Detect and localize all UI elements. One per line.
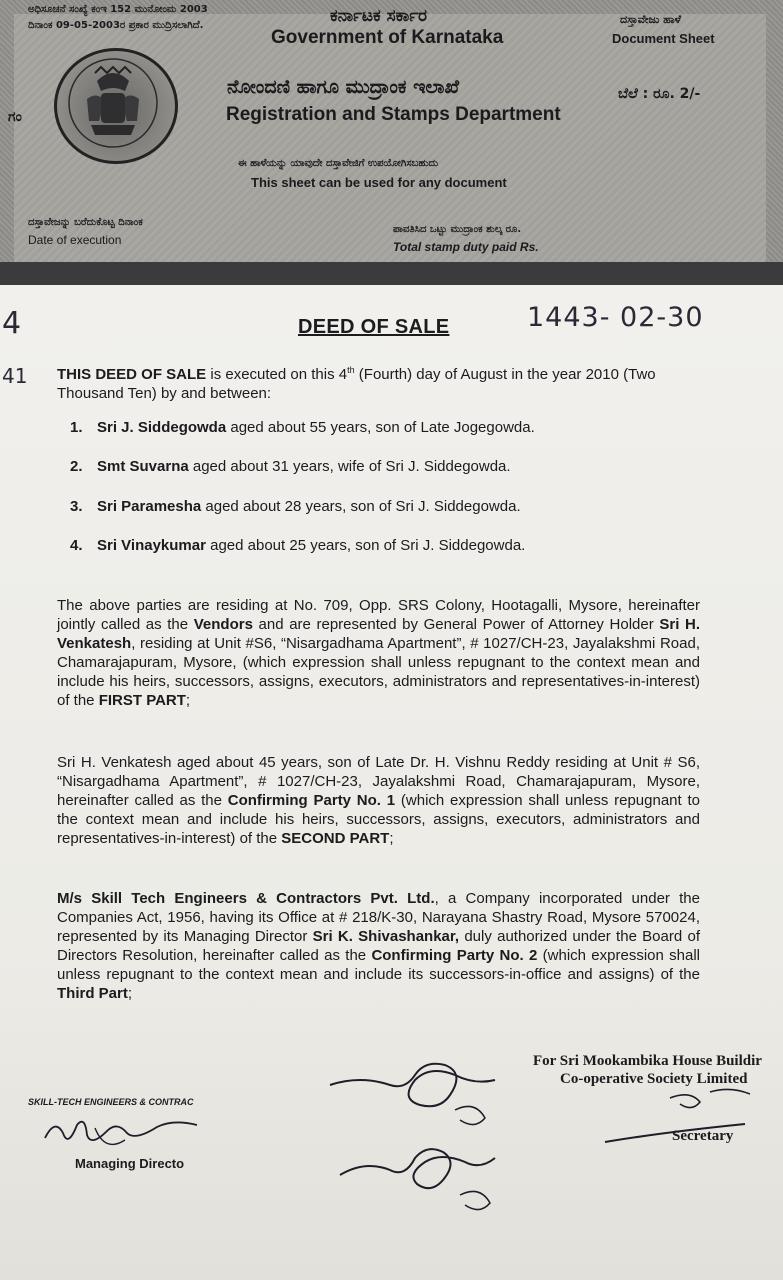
p1-text-a: The above parties are residing at No. 709, Opp. SRS Colony, Hootagalli, Mysore, hereinafter jointly called as the bbox=[57, 597, 700, 633]
party-name: Smt Suvarna bbox=[97, 458, 189, 475]
p3-text-b: duly authorized under the Board of Directors Resolution, hereinafter called as the bbox=[57, 928, 700, 964]
party-name: Sri J. Siddegowda bbox=[97, 419, 227, 436]
paragraph-first-part bbox=[57, 596, 700, 710]
p1-text-c: , residing at Unit #S6, “Nisargadhama Apartment”, # 1027/CH-23, Jayalakshmi Road, Chamarajapuram, Mysore, (which expression shall unless repugnant to the context mean and include his heirs, successors, assigns, executors, administrators and representatives-in-interest) of the bbox=[57, 635, 700, 709]
date-exec-kannada: ದಸ್ತಾವೇಜನ್ನು ಬರೆದುಕೊಟ್ಟ ದಿನಾಂಕ bbox=[28, 217, 143, 228]
list-item bbox=[70, 419, 535, 436]
margin-mark-bottom: 41 bbox=[2, 364, 28, 388]
stamp-header bbox=[0, 0, 783, 285]
list-item bbox=[70, 537, 525, 554]
notice-line-1: ಅಧಿಸೂಚನೆ ಸಂಖ್ಯೆ ಕಂಇ 152 ಮುನೋಂಮ 2003 bbox=[28, 4, 208, 15]
p2-text-a: Sri H. Venkatesh aged about 45 years, son of Late Dr. H. Vishnu Reddy residing at Unit # S6, “Nisargadhama Apartment”, # 1027/CH-23, Jayalakshmi Road, Chamarajapuram, Mysore, hereinafter called as the bbox=[57, 754, 700, 809]
p3-company: M/s Skill Tech Engineers & Contractors Pvt. Ltd. bbox=[57, 890, 435, 907]
price-label: ಬೆಲೆ : ರೂ. 2/- bbox=[618, 86, 701, 102]
signature-vendor-1 bbox=[325, 1055, 525, 1135]
signature-vendor-2 bbox=[330, 1135, 530, 1215]
party-detail: aged about 55 years, son of Late Jogegowda. bbox=[226, 419, 535, 436]
intro-bold: THIS DEED OF SALE bbox=[57, 366, 207, 383]
dept-kannada: ನೋಂದಣಿ ಹಾಗೂ ಮುದ್ರಾಂಕ ಇಲಾಖೆ bbox=[227, 76, 460, 98]
p2-party: Confirming Party No. 1 bbox=[227, 792, 396, 809]
list-item bbox=[70, 498, 521, 515]
society-line-2: Co-operative Society Limited bbox=[560, 1071, 748, 1087]
notice-line-2: ದಿನಾಂಕ 09-05-2003ರ ಪ್ರಕಾರ ಮುದ್ರಿಸಲಾಗಿದೆ. bbox=[28, 20, 204, 31]
p1-holder: Sri H. Venkatesh bbox=[57, 616, 701, 652]
state-emblem bbox=[54, 48, 178, 164]
paragraph-second-part bbox=[57, 753, 700, 848]
margin-mark-top: 4 bbox=[2, 306, 22, 341]
p3-part: Third Part bbox=[57, 985, 128, 1002]
p3-text-c: (which expression shall unless repugnant to the context mean and include its successors-in-office and assigns) of the bbox=[57, 947, 700, 983]
p2-end: ; bbox=[389, 830, 394, 847]
doc-sheet-kannada: ದಸ್ತಾವೇಜು ಹಾಳೆ bbox=[620, 13, 682, 26]
secretary-label: Secretary bbox=[672, 1128, 734, 1144]
left-mark: ಗಂ bbox=[8, 109, 22, 125]
p1-part: FIRST PART bbox=[98, 692, 186, 709]
stamp-duty-label: Total stamp duty paid Rs. bbox=[393, 240, 539, 254]
signature-managing-director bbox=[40, 1108, 240, 1163]
intro-text-a: is executed on this 4 bbox=[206, 366, 348, 383]
p2-part: SECOND PART bbox=[281, 830, 390, 847]
handwritten-reference: 1443- 02-30 bbox=[527, 302, 704, 333]
party-name: Sri Vinaykumar bbox=[97, 537, 206, 554]
party-detail: aged about 25 years, son of Sri J. Siddegowda. bbox=[205, 537, 526, 554]
p3-text-a: , a Company incorporated under the Companies Act, 1956, having its Office at # 218/K-30, Narayana Shastry Road, Mysore 570024, represented by its Managing Director bbox=[57, 890, 700, 945]
use-label: This sheet can be used for any document bbox=[251, 175, 507, 190]
company-stamp: SKILL-TECH ENGINEERS & CONTRAC bbox=[28, 1097, 194, 1107]
intro-text-b: (Fourth) day of August in the year 2010 (Two Thousand Ten) by and between: bbox=[57, 366, 656, 402]
list-number: 4. bbox=[70, 537, 83, 554]
intro-sup: th bbox=[347, 365, 355, 375]
dept-title: Registration and Stamps Department bbox=[226, 104, 561, 125]
p1-text-b: and are represented by General Power of Attorney Holder bbox=[252, 616, 660, 633]
emblem-icon bbox=[57, 51, 169, 155]
society-line-1: For Sri Mookambika House Buildir bbox=[533, 1053, 762, 1069]
use-kannada: ಈ ಹಾಳೆಯನ್ನು ಯಾವುದೇ ದಸ್ತಾವೇಜಿಗೆ ಉಪಯೋಗಿಸಬಹುದು bbox=[238, 158, 439, 169]
paragraph-third-part bbox=[57, 889, 700, 1003]
stamp-duty-kannada: ಪಾವತಿಸಿದ ಒಟ್ಟು ಮುದ್ರಾಂಕ ಶುಲ್ಕ ರೂ. bbox=[393, 224, 522, 235]
p2-text-b: (which expression shall unless repugnant to the context mean and include his heirs, successors, assigns, executors, administrators and representatives-in-interest) of the bbox=[57, 792, 700, 847]
p3-party: Confirming Party No. 2 bbox=[371, 947, 538, 964]
p3-md: Sri K. Shivashankar, bbox=[312, 928, 460, 945]
list-number: 2. bbox=[70, 458, 83, 475]
document-title: DEED OF SALE bbox=[298, 316, 450, 338]
list-item bbox=[70, 458, 511, 475]
signature-secretary bbox=[600, 1080, 770, 1150]
list-number: 3. bbox=[70, 498, 83, 515]
managing-director-label: Managing Directo bbox=[75, 1156, 185, 1171]
govt-title: Government of Karnataka bbox=[271, 27, 504, 48]
govt-kannada: ಕರ್ನಾಟಕ ಸರ್ಕಾರ bbox=[330, 6, 428, 26]
party-detail: aged about 28 years, son of Sri J. Siddegowda. bbox=[201, 498, 521, 515]
p3-end: ; bbox=[127, 985, 133, 1002]
header-bottom-bar bbox=[0, 262, 783, 285]
intro-paragraph bbox=[57, 361, 700, 403]
p1-vendors: Vendors bbox=[193, 616, 253, 633]
list-number: 1. bbox=[70, 419, 83, 436]
doc-sheet-label: Document Sheet bbox=[612, 31, 715, 46]
party-name: Sri Paramesha bbox=[97, 498, 202, 515]
party-detail: aged about 31 years, wife of Sri J. Siddegowda. bbox=[188, 458, 511, 475]
date-exec-label: Date of execution bbox=[28, 233, 122, 247]
p1-end: ; bbox=[185, 692, 191, 709]
